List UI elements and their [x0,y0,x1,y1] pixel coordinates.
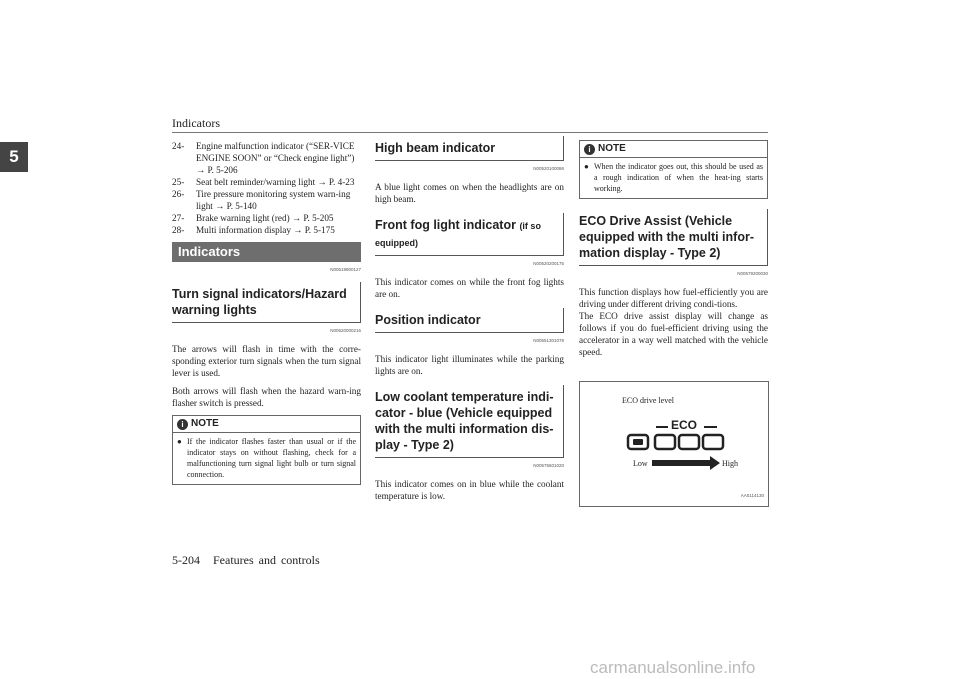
low-coolant-para: This indicator comes on in blue while the coolant temperature is low. [375,479,564,501]
position-para: This indicator light illuminates while the parking lights are on. [375,354,564,376]
front-fog-heading: Front fog light indicator (if so equipped) [375,213,564,256]
list-item: 24- Engine malfunction indicator (“SER-VICE ENGINE SOON” or “Check engine light”) → P. 5-206 [172,141,355,175]
list-item: 25- Seat belt reminder/warning light → P. 4-23 [172,177,355,187]
front-fog-para: This indicator comes on while the front fog lights are on. [375,277,564,299]
high-label: High [722,459,738,468]
section-tab: 5 [0,142,28,172]
position-code: N00551301078 [533,338,564,343]
page-footer [172,553,320,568]
note-header: i NOTE [580,141,767,158]
list-item: 28- Multi information display → P. 5-175 [172,225,335,235]
info-icon: i [177,419,188,430]
list-item: 26- Tire pressure monitoring system warn-ing light → P. 5-140 [172,189,351,211]
eco-drive-heading: ECO Drive Assist (Vehicle equipped with the multi infor-mation display - Type 2) [579,209,768,266]
list-item: 27- Brake warning light (red) → P. 5-205 [172,213,334,223]
turn-signal-para-1: The arrows will flash in time with the corre-sponding exterior turn signals when the turn signal lever is used. [172,344,361,378]
reference-list [172,140,361,236]
eco-level-label: ECO drive level [622,396,674,405]
position-heading: Position indicator [375,308,564,333]
low-coolant-heading: Low coolant temperature indi-cator - blue (Vehicle equipped with the multi information dis-play - Type 2) [375,385,564,458]
note-body: ● When the indicator goes out, this should be used as a rough indication of when the heat-ing starts working. [584,162,763,193]
column-2 [375,136,564,508]
watermark: carmanualsonline.info [590,658,756,677]
note-box-2 [579,140,768,199]
chapter-name: Features and controls [213,553,320,567]
section-code: N00519900127 [330,267,361,272]
turn-signal-heading: Turn signal indicators/Hazard warning lights [172,282,361,323]
eco-drive-para-1: This function displays how fuel-efficiently you are driving under different driving condi-tions. [579,287,768,309]
front-fog-code: N00520200175 [533,261,564,266]
eco-text: ECO [671,418,698,432]
page-header-title: Indicators [172,116,220,130]
high-beam-code: N00520100086 [533,166,564,171]
low-coolant-code: N00575601020 [533,463,564,468]
figure-id: AA0114130 [740,493,764,498]
info-icon: i [584,144,595,155]
column-3 [579,140,768,364]
bullet-icon: ● [584,162,589,171]
header-rule [172,132,768,133]
low-label: Low [633,459,648,468]
note-body: ● If the indicator flashes faster than usual or if the indicator stays on without flashing, check for a malfunctioning turn signal light bulb or turn signal connection. [177,437,356,479]
eco-drive-figure [579,381,769,507]
bullet-icon: ● [177,437,182,446]
high-beam-heading: High beam indicator [375,136,564,161]
column-1 [172,140,361,485]
eco-drive-code: N00579200030 [737,271,768,276]
high-beam-para: A blue light comes on when the headlights are on high beam. [375,182,564,204]
eco-display-graphic [580,382,768,506]
page-number: 5-204 [172,553,200,567]
turn-signal-code: N00520000216 [330,328,361,333]
turn-signal-para-2: Both arrows will flash when the hazard warn-ing flasher switch is pressed. [172,386,361,408]
eco-drive-para-2: The ECO drive assist display will change as follows if you do fuel-efficient driving using the accelerator in a way well matched with the vehicle speed. [579,311,768,357]
note-header: i NOTE [173,416,360,433]
section-heading-indicators: Indicators [172,242,361,262]
note-box [172,415,361,485]
